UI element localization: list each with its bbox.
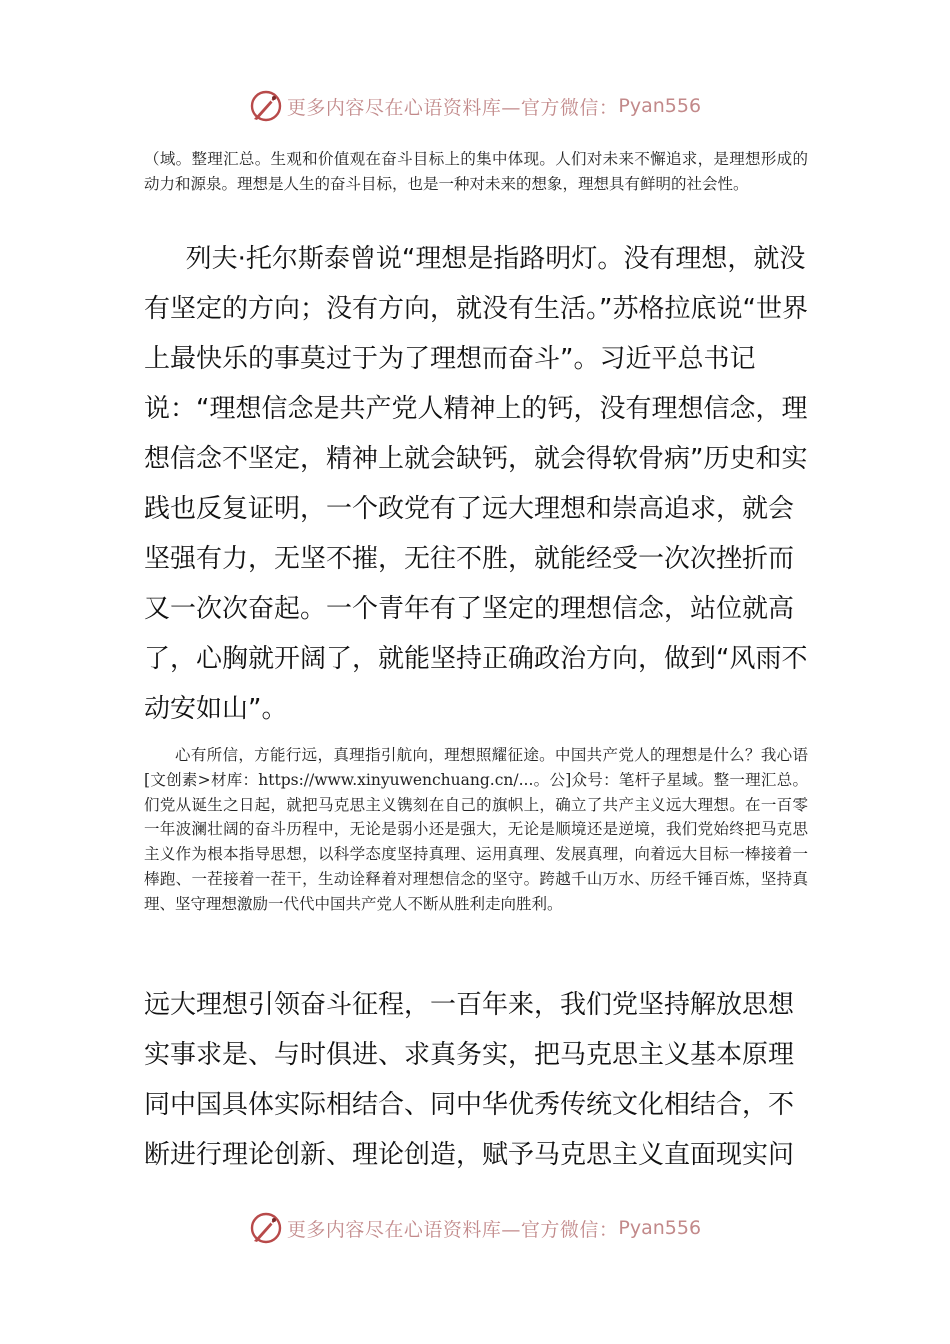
pen-logo-icon xyxy=(249,89,283,123)
paragraph-intro: （域。整理汇总。生观和价值观在奋斗目标上的集中体现。人们对未来不懈追求，是理想形成的动力和源泉。理想是人生的奋斗目标，也是一种对未来的想象，理想具有鲜明的社会性。 xyxy=(144,150,808,193)
wechat-id: Pyan556 xyxy=(618,95,702,117)
header-banner xyxy=(0,84,950,128)
pen-logo-icon xyxy=(249,1211,283,1245)
banner-text: 更多内容尽在心语资料库—官方微信： xyxy=(286,96,619,119)
banner-text: 更多内容尽在心语资料库—官方微信： xyxy=(286,1218,619,1241)
paragraph-truth: 心有所信，方能行远，真理指引航向，理想照耀征途。中国共产党人的理想是什么？我心语[文创素>材库：https://www.xinyuwenchuang.cn/...。公]众号：笔杆子星域。整一理汇总。们党从诞生之日起，就把马克思主义镌刻在自己的旗帜上，确立了共产主义远大理想。在一百零一年波澜壮阔的奋斗历程中，无论是弱小还是强大，无论是顺境还是逆境，我们党始终把马克思主义作为根本指导思想，以科学态度坚持真理、运用真理、发展真理，向着远大目标一棒接着一棒跑、一茬接着一茬干，生动诠释着对理想信念的坚守。跨越千山万水、历经千锤百炼，坚持真理、坚守理想激励一代代中国共产党人不断从胜利走向胜利。 xyxy=(144,746,808,913)
paragraph-quotes: 列夫·托尔斯泰曾说“理想是指路明灯。没有理想，就没有坚定的方向；没有方向，就没有生活。”苏格拉底说“世界上最快乐的事莫过于为了理想而奋斗”。习近平总书记说：“理想信念是共产党人精神上的钙，没有理想信念，理想信念不坚定，精神上就会缺钙，就会得软骨病”历史和实践也反复证明，一个政党有了远大理想和崇高追求，就会坚强有力，无坚不摧，无往不胜，就能经受一次次挫折而又一次次奋起。一个青年有了坚定的理想信念，站位就高了，心胸就开阔了，就能坚持正确政治方向，做到“风雨不动安如山”。 xyxy=(144,244,808,724)
paragraph-ideal: 远大理想引领奋斗征程，一百年来，我们党坚持解放思想实事求是、与时俱进、求真务实，把马克思主义基本原理同中国具体实际相结合、同中华优秀传统文化相结合，不断进行理论创新、理论创造，赋予马克思主义直面现实问 xyxy=(144,990,795,1170)
wechat-id: Pyan556 xyxy=(618,1217,702,1239)
footer-banner xyxy=(0,1206,950,1250)
